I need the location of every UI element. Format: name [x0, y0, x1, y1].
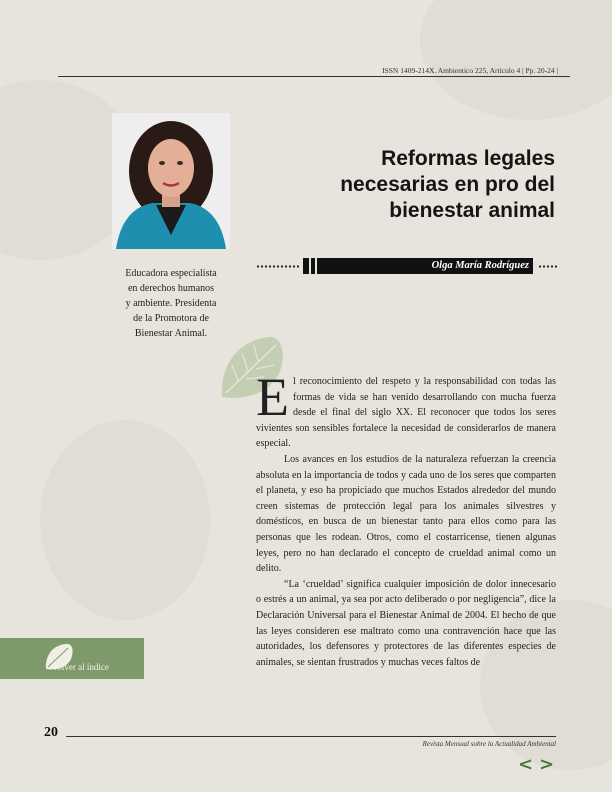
caption-line: Bienestar Animal. [134, 328, 208, 339]
caption-line: de la Promotora de [133, 313, 209, 324]
caption-line: Educadora especialista [125, 268, 217, 279]
paragraph: Los avances en los estudios de la naturaleza refuerzan la creencia absoluta en la importancia de todos y cada uno de los seres que comparten el planeta, y eso ha propiciado que muchos Estados alrededor del mundo creen sistemas de protección legal para los animales silvestres y domésticos, en busca de un bienestar tanto para ellos como para las personas que les rodean. Otros, como el costarricense, tienen algunas leyes, pero no han declarado el concepto de crueldad animal como un delito. [256, 453, 556, 575]
background-texture [420, 0, 612, 120]
paragraph [256, 367, 556, 452]
caption-line: y ambiente. Presidenta [125, 298, 217, 309]
prev-page-button[interactable]: < [518, 754, 534, 775]
back-to-index-button[interactable] [0, 638, 144, 679]
journal-name: Revista Mensual sobre la Actualidad Ambiental [422, 740, 556, 748]
author-name: Olga María Rodríguez [317, 258, 533, 274]
drop-cap: E [256, 367, 289, 427]
header-rule [58, 76, 570, 77]
header-citation: ISSN 1409-214X. Ambientico 225, Artículo 4 | Pp. 20-24 | [382, 66, 558, 75]
background-texture [40, 420, 210, 620]
footer-rule [66, 736, 556, 737]
bar-block [303, 258, 309, 274]
title-line: necesarias en pro del [340, 173, 555, 196]
article-body [256, 367, 556, 670]
back-to-index-label: Volver al índice [52, 662, 109, 672]
author-photo [112, 113, 230, 249]
paragraph: “La ‘crueldad’ significa cualquier imposición de dolor innecesario o estrés a un animal, ya sea por acto deliberado o por negligencia”, dice la Declaración Universal para el Bienestar Animal de 2004. El hecho de que las leyes consideren ese maltrato como una contravención hace que las autoridades, los defensores y protectores de las diferentes especies de animales, se sientan frustrados y muchas veces faltos de [256, 578, 556, 668]
page-number: 20 [44, 725, 58, 740]
dotted-rule [256, 265, 300, 268]
title-line: Reformas legales [381, 147, 555, 170]
article-title [295, 146, 555, 224]
title-line: bienestar animal [389, 199, 555, 222]
paragraph-text: l reconocimiento del respeto y la responsabilidad con todas las formas de vida se han venido desarrollando con mucha fuerza desde el final del siglo XX. El reconocer que todos los seres vivientes son sensibles fortalece la necesidad de considerarlos de manera especial. [256, 376, 556, 450]
caption-line: en derechos humanos [127, 283, 215, 294]
dotted-rule [538, 265, 558, 268]
author-bar [256, 258, 558, 274]
author-caption [100, 266, 242, 341]
bar-block [311, 258, 315, 274]
next-page-button[interactable]: > [539, 754, 555, 775]
